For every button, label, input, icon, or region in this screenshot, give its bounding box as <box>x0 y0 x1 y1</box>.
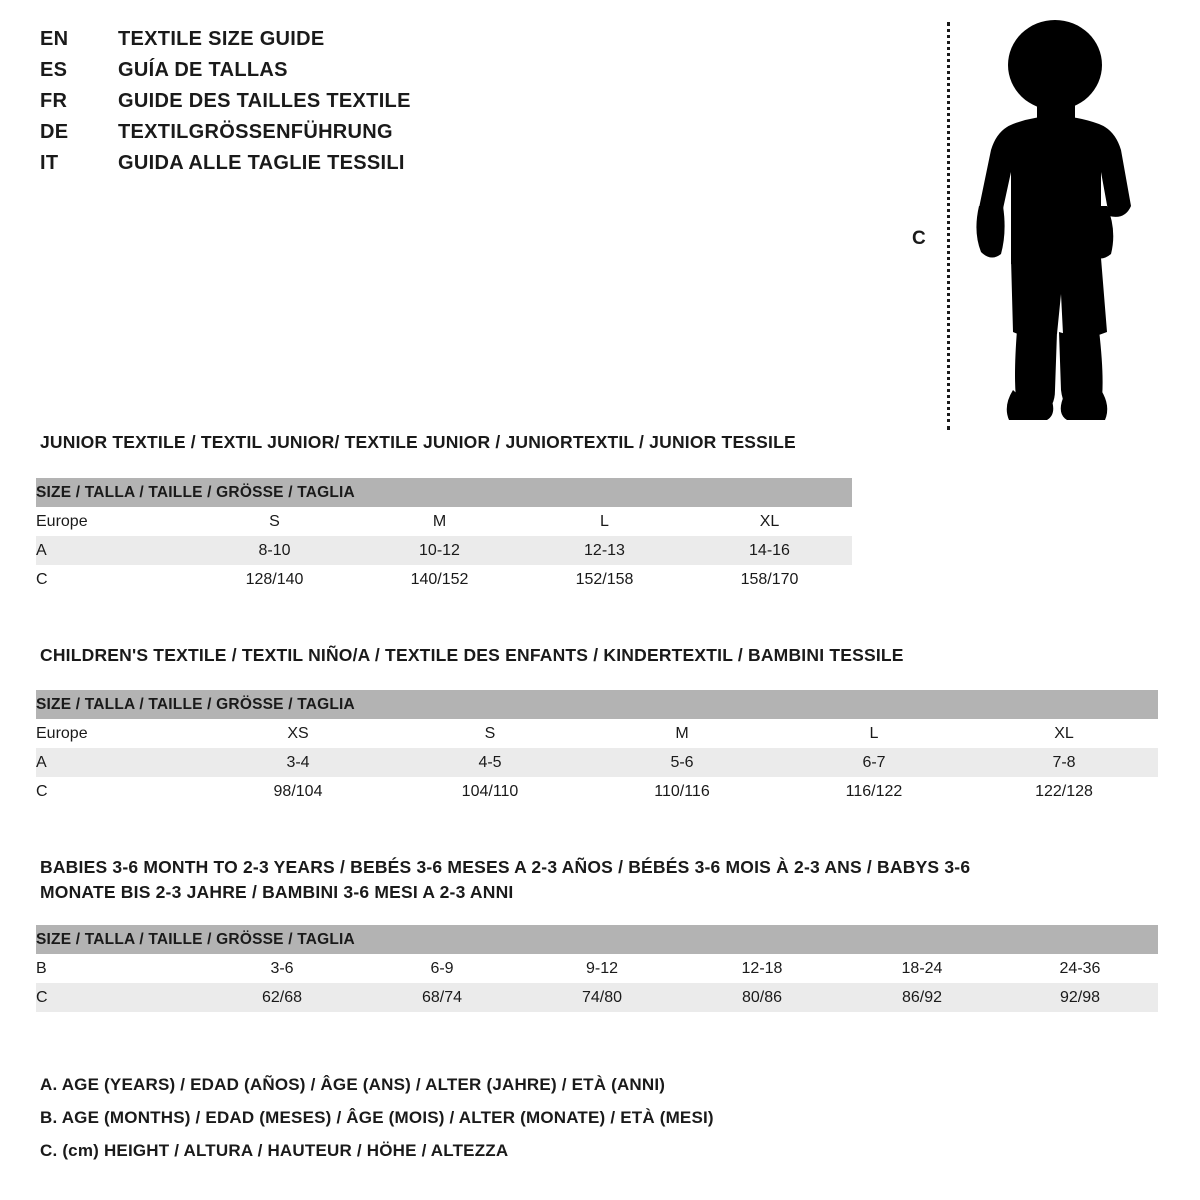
table-row <box>36 565 852 594</box>
language-code: EN <box>40 28 69 50</box>
language-title: GUÍA DE TALLAS <box>118 59 288 81</box>
row-cell: L <box>522 507 687 536</box>
row-cell: 8-10 <box>192 536 357 565</box>
row-cell: XL <box>970 719 1158 748</box>
language-code: IT <box>40 152 59 174</box>
table-band-label: SIZE / TALLA / TAILLE / GRÖSSE / TAGLIA <box>36 925 1158 954</box>
row-cell: 12-13 <box>522 536 687 565</box>
table-row <box>36 777 1158 806</box>
legend-line-a: A. AGE (YEARS) / EDAD (AÑOS) / ÂGE (ANS) / ALTER (JAHRE) / ETÀ (ANNI) <box>40 1075 666 1094</box>
measure-dotted-line <box>947 22 950 430</box>
language-title: GUIDE DES TAILLES TEXTILE <box>118 90 411 112</box>
row-cell: L <box>778 719 970 748</box>
row-label: B <box>36 954 202 983</box>
row-cell: 158/170 <box>687 565 852 594</box>
language-title: TEXTILE SIZE GUIDE <box>118 28 325 50</box>
table-row <box>36 748 1158 777</box>
row-cell: S <box>394 719 586 748</box>
row-cell: 9-12 <box>522 954 682 983</box>
table-band-label: SIZE / TALLA / TAILLE / GRÖSSE / TAGLIA <box>36 478 852 507</box>
language-title: TEXTILGRÖSSENFÜHRUNG <box>118 121 393 143</box>
row-cell: 62/68 <box>202 983 362 1012</box>
row-cell: 140/152 <box>357 565 522 594</box>
row-cell: S <box>192 507 357 536</box>
row-cell: 3-6 <box>202 954 362 983</box>
row-cell: M <box>357 507 522 536</box>
row-cell: 152/158 <box>522 565 687 594</box>
table-row <box>36 536 852 565</box>
table-row <box>36 983 1158 1012</box>
row-label: A <box>36 536 192 565</box>
row-cell: XL <box>687 507 852 536</box>
row-cell: 80/86 <box>682 983 842 1012</box>
child-silhouette-icon <box>955 18 1155 433</box>
row-cell: 122/128 <box>970 777 1158 806</box>
row-cell: XS <box>202 719 394 748</box>
row-cell: 98/104 <box>202 777 394 806</box>
row-cell: 14-16 <box>687 536 852 565</box>
row-cell: 12-18 <box>682 954 842 983</box>
measure-label-c: C <box>912 228 926 249</box>
table-band-row <box>36 925 1158 954</box>
language-row <box>40 152 600 183</box>
table-row <box>36 954 1158 983</box>
language-code: DE <box>40 121 69 143</box>
children-size-table <box>36 690 1158 806</box>
language-code: FR <box>40 90 68 112</box>
row-label: A <box>36 748 202 777</box>
row-cell: 18-24 <box>842 954 1002 983</box>
row-label: Europe <box>36 719 202 748</box>
row-label: C <box>36 777 202 806</box>
height-measure-figure <box>900 10 1170 430</box>
table-band-row <box>36 478 852 507</box>
language-row <box>40 28 600 59</box>
row-cell: M <box>586 719 778 748</box>
table-row <box>36 719 1158 748</box>
row-cell: 110/116 <box>586 777 778 806</box>
row-cell: 5-6 <box>586 748 778 777</box>
row-cell: 6-9 <box>362 954 522 983</box>
row-cell: 104/110 <box>394 777 586 806</box>
section-title-junior: JUNIOR TEXTILE / TEXTIL JUNIOR/ TEXTILE JUNIOR / JUNIORTEXTIL / JUNIOR TESSILE <box>40 432 796 452</box>
row-label: C <box>36 983 202 1012</box>
row-cell: 68/74 <box>362 983 522 1012</box>
junior-size-table <box>36 478 852 594</box>
legend-block <box>40 1068 1140 1167</box>
row-label: C <box>36 565 192 594</box>
table-band-row <box>36 690 1158 719</box>
row-cell: 116/122 <box>778 777 970 806</box>
row-cell: 24-36 <box>1002 954 1158 983</box>
row-cell: 128/140 <box>192 565 357 594</box>
legend-line-c: C. (cm) HEIGHT / ALTURA / HAUTEUR / HÖHE / ALTEZZA <box>40 1141 509 1161</box>
table-band-label: SIZE / TALLA / TAILLE / GRÖSSE / TAGLIA <box>36 690 1158 719</box>
section-title-babies: BABIES 3-6 MONTH TO 2-3 YEARS / BEBÉS 3-6 MESES A 2-3 AÑOS / BÉBÉS 3-6 MOIS À 2-3 ANS / BABYS 3-6 MONATE BIS 2-3 JAHRE / BAMBINI 3-6 MESI A 2-3 ANNI <box>40 857 971 902</box>
row-cell: 3-4 <box>202 748 394 777</box>
row-cell: 4-5 <box>394 748 586 777</box>
language-title-list <box>40 28 600 183</box>
section-title-children: CHILDREN'S TEXTILE / TEXTIL NIÑO/A / TEXTILE DES ENFANTS / KINDERTEXTIL / BAMBINI TESSILE <box>40 645 904 665</box>
table-row <box>36 507 852 536</box>
language-row <box>40 121 600 152</box>
language-row <box>40 90 600 121</box>
language-row <box>40 59 600 90</box>
row-cell: 7-8 <box>970 748 1158 777</box>
row-cell: 92/98 <box>1002 983 1158 1012</box>
language-title: GUIDA ALLE TAGLIE TESSILI <box>118 152 405 174</box>
row-cell: 86/92 <box>842 983 1002 1012</box>
language-code: ES <box>40 59 68 81</box>
row-cell: 6-7 <box>778 748 970 777</box>
babies-size-table <box>36 925 1158 1012</box>
legend-line-b: B. AGE (MONTHS) / EDAD (MESES) / ÂGE (MOIS) / ALTER (MONATE) / ETÀ (MESI) <box>40 1108 714 1128</box>
row-cell: 10-12 <box>357 536 522 565</box>
row-cell: 74/80 <box>522 983 682 1012</box>
row-label: Europe <box>36 507 192 536</box>
